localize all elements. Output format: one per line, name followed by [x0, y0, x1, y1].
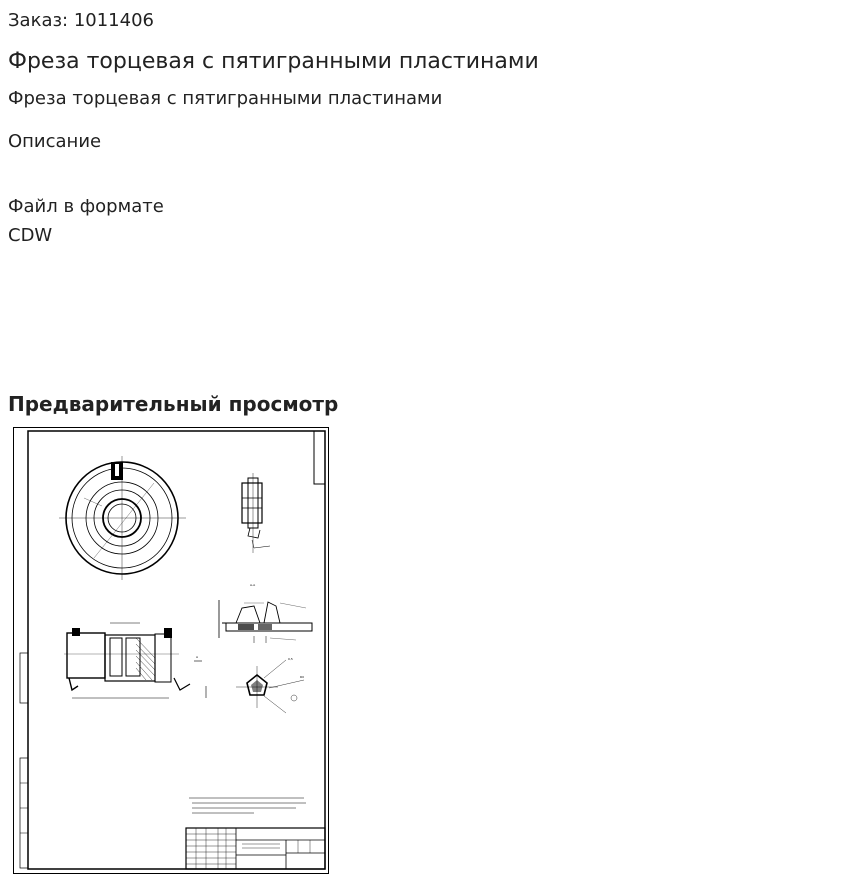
preview-heading: Предварительный просмотр	[8, 392, 339, 416]
description-label: Описание	[8, 131, 102, 152]
file-format-text: Файл в формате CDW	[8, 196, 164, 246]
svg-text:0,5: 0,5	[288, 657, 293, 661]
technical-drawing-icon	[14, 428, 328, 873]
preview-image[interactable]	[13, 427, 329, 874]
svg-text:А-А: А-А	[250, 583, 256, 587]
product-subtitle: Фреза торцевая с пятигранными пластинами	[8, 88, 443, 109]
svg-text:А: А	[196, 655, 199, 659]
order-number: Заказ: 1011406	[8, 10, 154, 31]
svg-text:R0: R0	[300, 675, 304, 679]
page-title: Фреза торцевая с пятигранными пластинами	[8, 49, 539, 74]
